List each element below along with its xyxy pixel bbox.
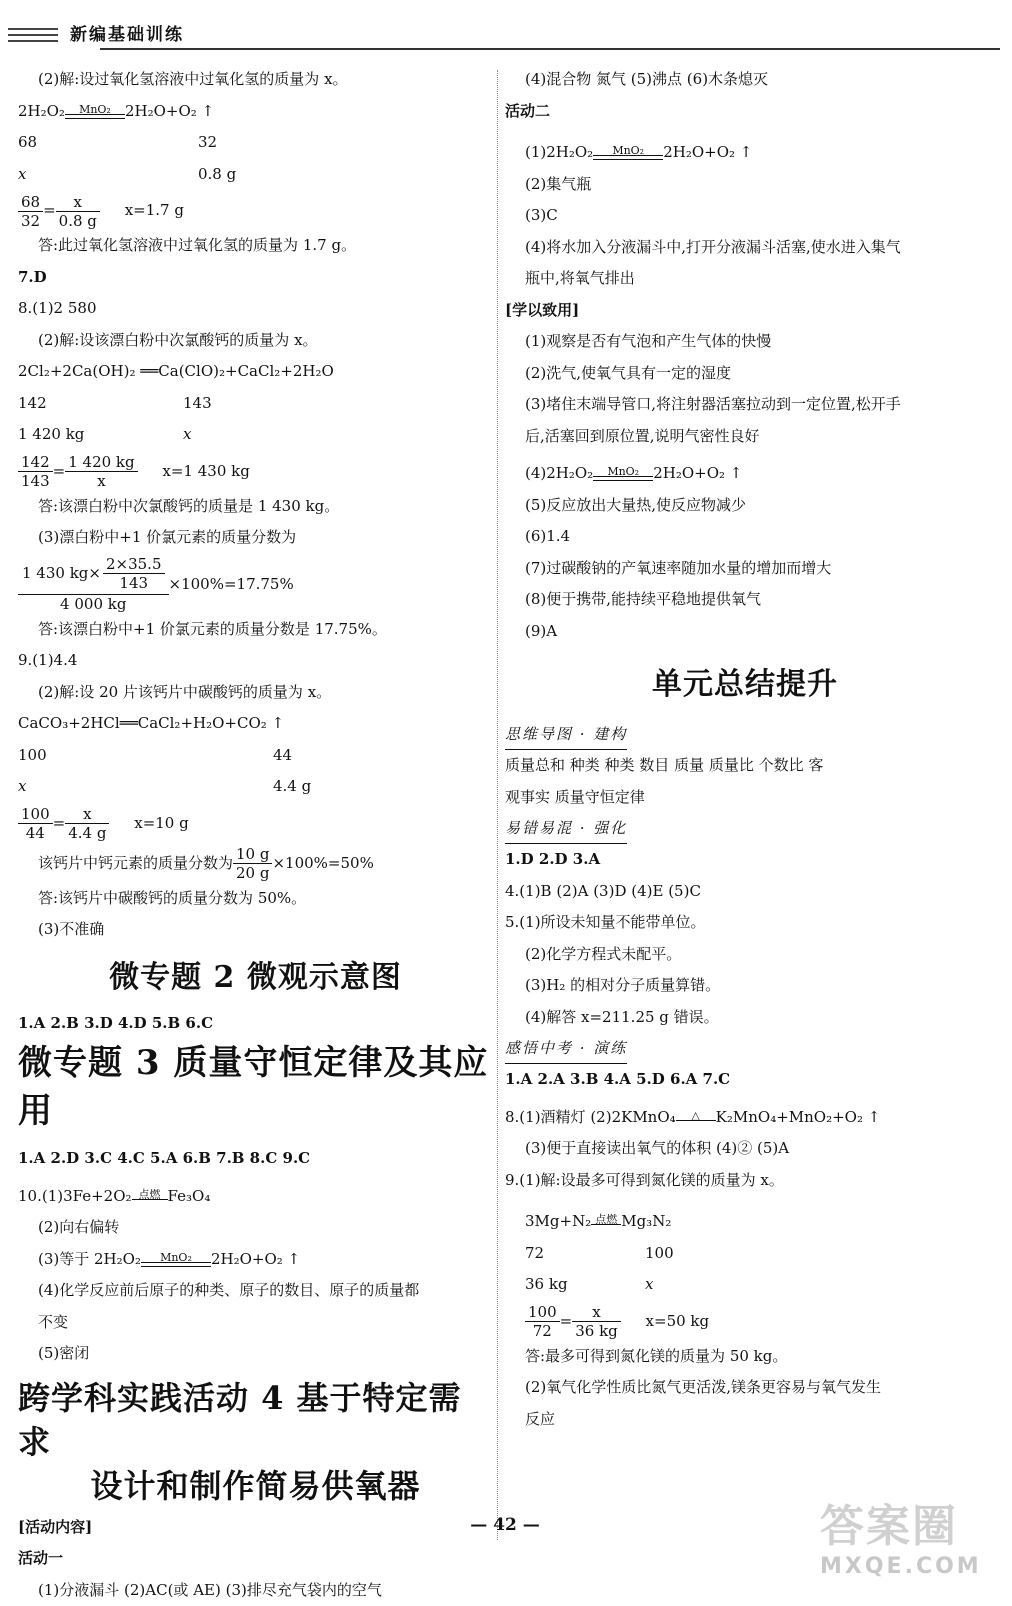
text-line: (3)不准确	[18, 914, 493, 946]
section-heading: 单元总结提升	[505, 661, 985, 709]
text-line: (3)堵住末端导管口,将注射器活塞拉动到一定位置,松开手	[505, 389, 985, 421]
text-line: (2)洗气,使氧气具有一定的湿度	[505, 358, 985, 390]
proportion: $\frac{68}{32}$ = $\frac{x}{0.8 g}$ x=1.7 g	[18, 190, 493, 230]
answer-line: 1.A 2.A 3.B 4.A 5.D 6.A 7.C	[505, 1064, 985, 1096]
answer-line: 答:该漂白粉中次氯酸钙的质量是 1 430 kg。	[18, 491, 493, 523]
text-line: 8.(1)2 580	[18, 293, 493, 325]
subsection-label: 活动一	[18, 1543, 493, 1575]
text-line: (2)氧气化学性质比氮气更活泼,镁条更容易与氧气发生	[505, 1372, 985, 1404]
equation: 8.(1)酒精灯 (2)2KMnO₄ △ K₂MnO₄+MnO₂+O₂ ↑	[505, 1102, 985, 1134]
answer-line: 4.(1)B (2)A (3)D (4)E (5)C	[505, 876, 985, 908]
answer-line: 7.D	[18, 262, 493, 294]
section-heading: 微专题 2 微观示意图	[18, 954, 493, 1002]
answer-line: 答:该漂白粉中+1 价氯元素的质量分数是 17.75%。	[18, 614, 493, 646]
text-line: (4)将水加入分液漏斗中,打开分液漏斗活塞,使水进入集气	[505, 232, 985, 264]
page-number: — 42 —	[450, 1515, 560, 1535]
text-line: (3)C	[505, 200, 985, 232]
text-line: 瓶中,将氧气排出	[505, 263, 985, 295]
text-line: (2)集气瓶	[505, 169, 985, 201]
column-divider	[497, 70, 499, 1540]
text-line: (6)1.4	[505, 521, 985, 553]
answer-line: 1.A 2.B 3.D 4.D 5.B 6.C	[18, 1008, 493, 1040]
equation: 2Cl₂+2Ca(OH)₂ ══Ca(ClO)₂+CaCl₂+2H₂O	[18, 356, 493, 388]
answer-line: 答:此过氧化氢溶液中过氧化氢的质量为 1.7 g。	[18, 230, 493, 262]
answer-line: 1.A 2.D 3.C 4.C 5.A 6.B 7.B 8.C 9.C	[18, 1143, 493, 1175]
text-line: (2)向右偏转	[18, 1212, 493, 1244]
equation: (4)2H₂O₂ MnO₂ 2H₂O+O₂ ↑	[505, 458, 985, 490]
text-line: 观事实 质量守恒定律	[505, 782, 985, 814]
text-line: (3)H₂ 的相对分子质量算错。	[505, 970, 985, 1002]
ratio-row: x 0.8 g	[18, 159, 493, 191]
subheading-wrap	[505, 719, 985, 750]
equation: 10.(1)3Fe+2O₂ 点燃 Fe₃O₄	[18, 1181, 493, 1213]
page-header	[0, 0, 1012, 60]
text-line: (8)便于携带,能持续平稳地提供氧气	[505, 584, 985, 616]
subsection-label: 活动二	[505, 96, 985, 128]
text-line: (2)解:设过氧化氢溶液中过氧化氢的质量为 x。	[18, 64, 493, 96]
text-line: 5.(1)所设未知量不能带单位。	[505, 907, 985, 939]
answer-line: 1.D 2.D 3.A	[505, 844, 985, 876]
text-line: (3)便于直接读出氧气的体积 (4)② (5)A	[505, 1133, 985, 1165]
fraction-calc: 1 430 kg× $\frac{2\times 35.5}{143}$ 4 000 kg ×100%=17.75%	[18, 554, 493, 614]
text-line: 反应	[505, 1404, 985, 1436]
text-line: 9.(1)4.4	[18, 645, 493, 677]
equation: (1)2H₂O₂ MnO₂ 2H₂O+O₂ ↑	[505, 137, 985, 169]
watermark-text: 答案圈	[820, 1490, 990, 1554]
section-heading: 跨学科实践活动 4 基于特定需求	[18, 1376, 493, 1464]
ratio-row: 36 kg x	[505, 1269, 985, 1301]
answer-line: (1)分液漏斗 (2)AC(或 AE) (3)排尽充气袋内的空气	[18, 1575, 493, 1606]
ratio-row: 100 44	[18, 740, 493, 772]
equation: (3)等于 2H₂O₂ MnO₂ 2H₂O+O₂ ↑	[18, 1244, 493, 1276]
text-line: (5)反应放出大量热,使反应物减少	[505, 490, 985, 522]
right-column	[505, 64, 985, 1435]
proportion: $\frac{100}{44}$ = $\frac{x}{4.4 g}$ x=10 g	[18, 803, 493, 843]
header-rule	[100, 48, 1000, 50]
answer-line: 答:该钙片中碳酸钙的质量分数为 50%。	[18, 883, 493, 915]
text-line: (2)解:设该漂白粉中次氯酸钙的质量为 x。	[18, 325, 493, 357]
equation: 3Mg+N₂ 点燃 Mg₃N₂	[505, 1206, 985, 1238]
text-line: (2)化学方程式未配平。	[505, 939, 985, 971]
text-line: (7)过碳酸钠的产氧速率随加水量的增加而增大	[505, 553, 985, 585]
watermark-url: MXQE.COM	[820, 1554, 990, 1579]
ratio-row: 1 420 kg x	[18, 419, 493, 451]
text-line: (2)解:设 20 片该钙片中碳酸钙的质量为 x。	[18, 677, 493, 709]
answer-line: 答:最多可得到氮化镁的质量为 50 kg。	[505, 1341, 985, 1373]
text-line: 不变	[18, 1307, 493, 1339]
text-line: 质量总和 种类 种类 数目 质量 质量比 个数比 客	[505, 750, 985, 782]
subsection-label: [学以致用]	[505, 295, 985, 327]
subheading-wrap	[505, 813, 985, 844]
text-line: 9.(1)解:设最多可得到氮化镁的质量为 x。	[505, 1165, 985, 1197]
text-line: 该钙片中钙元素的质量分数为 $\frac{10 g}{20 g}$ ×100%=50%	[18, 843, 493, 883]
subheading: 思维导图 · 建构	[505, 719, 627, 750]
text-line: (4)化学反应前后原子的种类、原子的数目、原子的质量都	[18, 1275, 493, 1307]
section-heading: 微专题 3 质量守恒定律及其应用	[18, 1039, 493, 1135]
ratio-row: 72 100	[505, 1238, 985, 1270]
answer-line: (4)混合物 氮气 (5)沸点 (6)木条熄灭	[505, 64, 985, 96]
proportion: $\frac{100}{72}$ = $\frac{x}{36 kg}$ x=50 kg	[505, 1301, 985, 1341]
text-line: (4)解答 x=211.25 g 错误。	[505, 1002, 985, 1034]
text-line: 后,活塞回到原位置,说明气密性良好	[505, 421, 985, 453]
text-line: (5)密闭	[18, 1338, 493, 1370]
equation: 2H₂O₂ MnO₂ 2H₂O+O₂ ↑	[18, 96, 493, 128]
ratio-row: x 4.4 g	[18, 771, 493, 803]
text-line: (1)观察是否有气泡和产生气体的快慢	[505, 326, 985, 358]
proportion: $\frac{142}{143}$ = $\frac{1 420 kg}{x}$ x=1 430 kg	[18, 451, 493, 491]
header-decoration	[8, 28, 58, 46]
watermark-logo	[820, 1490, 990, 1590]
text-line: (3)漂白粉中+1 价氯元素的质量分数为	[18, 522, 493, 554]
subheading: 易错易混 · 强化	[505, 813, 627, 844]
text-line: (9)A	[505, 616, 985, 648]
subheading-wrap	[505, 1033, 985, 1064]
subheading: 感悟中考 · 演练	[505, 1033, 627, 1064]
left-column	[18, 64, 493, 1606]
header-title: 新编基础训练	[70, 20, 184, 45]
equation: CaCO₃+2HCl══CaCl₂+H₂O+CO₂ ↑	[18, 708, 493, 740]
subsection-label: [活动内容]	[18, 1512, 493, 1544]
section-heading: 设计和制作简易供氧器	[18, 1464, 493, 1508]
ratio-row: 68 32	[18, 127, 493, 159]
ratio-row: 142 143	[18, 388, 493, 420]
